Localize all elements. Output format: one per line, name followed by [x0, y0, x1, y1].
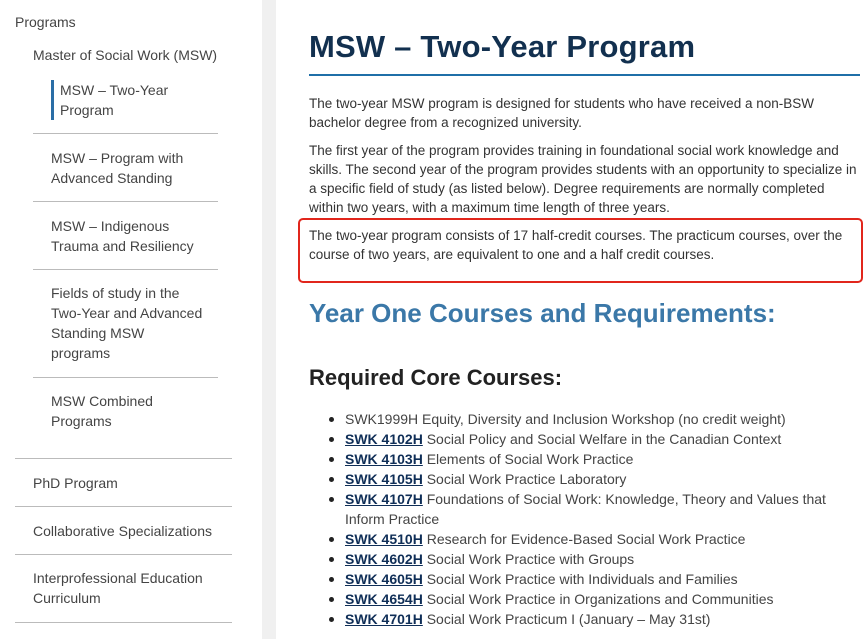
- course-description: Elements of Social Work Practice: [422, 451, 634, 467]
- sidebar-divider: [15, 622, 232, 623]
- label-line: Fields of study in the: [51, 285, 180, 301]
- core-course-list: [327, 409, 867, 629]
- sidebar-nav: [0, 0, 262, 639]
- sidebar-divider: [33, 377, 218, 378]
- sidebar-divider: [33, 201, 218, 202]
- course-description: Social Work Practice with Individuals and Families: [422, 571, 738, 587]
- course-code-link[interactable]: SWK 4654H: [345, 591, 423, 607]
- sidebar-link-label: PhD Program: [33, 475, 118, 491]
- course-description: Social Work Practicum I (January – May 31st): [422, 611, 711, 627]
- course-code-link[interactable]: SWK 4103H: [345, 451, 423, 467]
- course-item: [327, 569, 867, 589]
- course-description: Social Policy and Social Welfare in the Canadian Context: [422, 431, 782, 447]
- label-line: MSW – Two-Year: [60, 82, 169, 98]
- course-description: Foundations of Social Work: Knowledge, Theory and Values that Inform Practice: [345, 491, 826, 527]
- course-item: [327, 609, 867, 629]
- label-line: Standing MSW: [51, 325, 145, 341]
- label-line: Programs: [51, 413, 112, 429]
- program-description-paragraph: The first year of the program provides training in foundational social work knowledge and skills. The second year of the program provides students with an opportunity to specialize in a specific field of study (as listed below). Degree requirements are normally completed within two years, with a maximum time length of three years.: [309, 143, 857, 215]
- subsection-heading-core-courses: Required Core Courses:: [309, 365, 563, 390]
- sidebar-subitem-msw-combined[interactable]: [33, 391, 218, 431]
- sidebar-subitem-label: [33, 391, 218, 431]
- label-line: Program: [60, 102, 114, 118]
- label-line: Trauma and Resiliency: [51, 238, 194, 254]
- course-description: Social Work Practice with Groups: [422, 551, 635, 567]
- course-description: Social Work Practice in Organizations and Communities: [422, 591, 774, 607]
- sidebar-link-interprofessional[interactable]: [33, 568, 233, 608]
- sidebar-link-label: Collaborative Specializations: [33, 523, 212, 539]
- course-item: [327, 409, 867, 429]
- label-line: programs: [51, 345, 111, 361]
- sidebar-subitem-msw-indigenous[interactable]: [33, 216, 218, 256]
- sidebar-subitem-label: [33, 216, 218, 256]
- course-code-link[interactable]: SWK 4107H: [345, 491, 423, 507]
- sidebar-link-label: Interprofessional Education: [33, 570, 203, 586]
- section-heading-year-one: Year One Courses and Requirements:: [309, 298, 776, 328]
- intro-paragraph: The two-year MSW program is designed for students who have received a non-BSW bachelor degree from a recognized university.: [309, 96, 814, 130]
- sidebar-link-collaborative[interactable]: [33, 521, 233, 541]
- sidebar-link-programs[interactable]: Programs: [15, 14, 76, 30]
- sidebar-link-msw[interactable]: Master of Social Work (MSW): [33, 47, 218, 63]
- course-code-link[interactable]: SWK 4105H: [345, 471, 423, 487]
- sidebar-subitem-msw-two-year[interactable]: [33, 80, 218, 120]
- sidebar-divider: [15, 458, 232, 459]
- label-line: Advanced Standing: [51, 170, 173, 186]
- course-item: [327, 589, 867, 609]
- course-count-paragraph: The two-year program consists of 17 half-credit courses. The practicum courses, over the course of two years, are equivalent to one and a half credit courses.: [309, 228, 843, 262]
- sidebar-divider: [33, 269, 218, 270]
- label-line: MSW – Indigenous: [51, 218, 170, 234]
- sidebar-link-label: Curriculum: [33, 590, 101, 606]
- sidebar-divider: [15, 506, 232, 507]
- sidebar-subitem-fields-of-study[interactable]: [33, 283, 218, 363]
- course-item: [327, 429, 867, 449]
- sidebar-subitem-msw-advanced-standing[interactable]: [33, 148, 218, 188]
- sidebar-subitem-label: [33, 148, 218, 188]
- course-item: [327, 489, 867, 529]
- sidebar-subitem-label: [51, 80, 218, 120]
- course-description: Social Work Practice Laboratory: [422, 471, 627, 487]
- title-underline: [309, 74, 860, 76]
- course-description: SWK1999H Equity, Diversity and Inclusion Workshop (no credit weight): [345, 411, 786, 427]
- page-title: MSW – Two-Year Program: [309, 29, 696, 64]
- label-line: Two-Year and Advanced: [51, 305, 203, 321]
- main-content: [276, 0, 868, 639]
- course-code-link[interactable]: SWK 4605H: [345, 571, 423, 587]
- course-item: [327, 529, 867, 549]
- course-item: [327, 449, 867, 469]
- course-item: [327, 549, 867, 569]
- course-code-link[interactable]: SWK 4701H: [345, 611, 423, 627]
- sidebar-subitem-label: [33, 283, 218, 363]
- course-description: Research for Evidence-Based Social Work Practice: [422, 531, 746, 547]
- course-code-link[interactable]: SWK 4102H: [345, 431, 423, 447]
- label-line: MSW – Program with: [51, 150, 184, 166]
- course-item: [327, 469, 867, 489]
- layout-gutter: [262, 0, 276, 639]
- sidebar-divider: [33, 133, 218, 134]
- course-code-link[interactable]: SWK 4602H: [345, 551, 423, 567]
- sidebar-link-phd[interactable]: [33, 473, 233, 493]
- sidebar-divider: [15, 554, 232, 555]
- label-line: MSW Combined: [51, 393, 153, 409]
- course-code-link[interactable]: SWK 4510H: [345, 531, 423, 547]
